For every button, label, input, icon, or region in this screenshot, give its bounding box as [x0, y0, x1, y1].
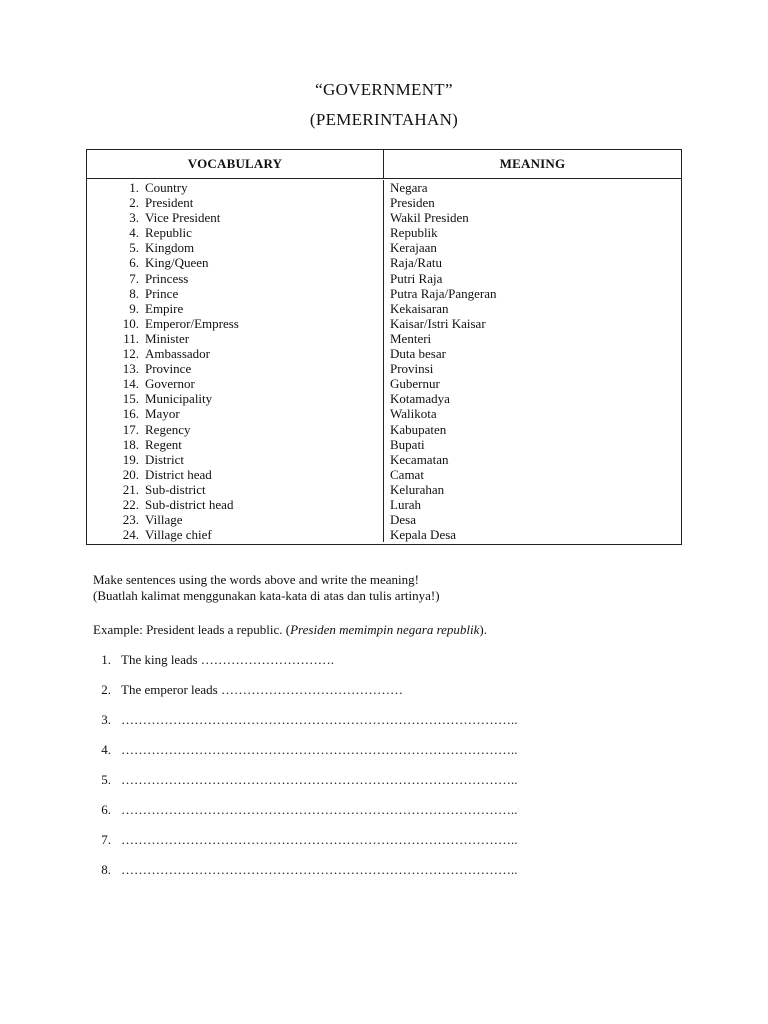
vocabulary-word: Kingdom	[145, 240, 195, 256]
exercise-text: ………………………………………………………………………………..	[121, 712, 518, 727]
meaning-cell: Raja/Ratu	[390, 255, 442, 271]
exercise-line	[93, 802, 518, 818]
meaning-cell: Duta besar	[390, 346, 446, 362]
meaning-cell: Putra Raja/Pangeran	[390, 285, 497, 301]
meaning-cell: Walikota	[390, 406, 437, 422]
table-row	[115, 331, 383, 346]
table-row	[115, 210, 383, 225]
exercise-number: 6.	[101, 802, 111, 817]
header-vocabulary: VOCABULARY	[87, 150, 384, 178]
meaning-cell: Gubernur	[390, 376, 440, 392]
row-number: 21.	[122, 481, 139, 497]
row-number: 15.	[122, 391, 139, 407]
table-row	[115, 422, 383, 437]
row-number: 24.	[122, 527, 139, 543]
table-row	[115, 406, 383, 421]
table-row	[115, 497, 383, 512]
exercise-line	[93, 652, 334, 668]
table-row	[115, 482, 383, 497]
row-number: 7.	[129, 270, 139, 286]
vocabulary-word: Sub-district head	[145, 496, 234, 512]
vocabulary-word: Province	[145, 361, 192, 377]
table-row	[115, 346, 383, 361]
example-suffix: ).	[479, 622, 488, 637]
exercise-text: ………………………………………………………………………………..	[121, 802, 518, 817]
exercise-number: 5.	[101, 772, 111, 787]
exercise-number: 3.	[101, 712, 111, 727]
table-body	[87, 179, 681, 544]
exercise-line	[93, 682, 403, 698]
table-row	[115, 180, 383, 195]
vocabulary-word: Municipality	[145, 391, 213, 407]
table-row	[115, 195, 383, 210]
row-number: 2.	[129, 195, 139, 211]
meaning-cell: Lurah	[390, 496, 422, 512]
row-number: 14.	[122, 376, 139, 392]
vocabulary-word: Prince	[145, 285, 179, 301]
exercise-text: The king leads ………………………….	[121, 652, 335, 667]
vocabulary-word: District head	[145, 466, 212, 482]
meaning-cell: Provinsi	[390, 361, 434, 377]
row-number: 19.	[122, 451, 139, 467]
instruction-english: Make sentences using the words above and write the meaning!	[93, 572, 419, 587]
row-number: 13.	[122, 361, 139, 377]
table-row	[115, 286, 383, 301]
meaning-cell: Negara	[390, 180, 428, 195]
exercise-number: 1.	[101, 652, 111, 667]
row-number: 1.	[129, 180, 139, 195]
exercise-text: ………………………………………………………………………………..	[121, 832, 518, 847]
row-number: 22.	[122, 496, 139, 512]
meaning-cell: Kabupaten	[390, 421, 447, 437]
vocabulary-word: Minister	[145, 330, 190, 346]
table-row	[115, 527, 383, 542]
row-number: 9.	[129, 300, 139, 316]
exercise-text: ………………………………………………………………………………..	[121, 772, 518, 787]
table-row	[115, 452, 383, 467]
meaning-cell: Bupati	[390, 436, 425, 452]
vocabulary-column	[87, 180, 384, 542]
table-row	[115, 255, 383, 270]
vocabulary-word: Sub-district	[145, 481, 206, 497]
meaning-cell: Kecamatan	[390, 451, 449, 467]
exercise-line	[93, 742, 518, 758]
exercise-text: ………………………………………………………………………………..	[121, 742, 518, 757]
table-row	[115, 512, 383, 527]
vocabulary-word: Country	[145, 180, 188, 195]
table-row	[115, 316, 383, 331]
title-pemerintahan: (PEMERINTAHAN)	[309, 110, 459, 129]
vocabulary-word: District	[145, 451, 184, 467]
meaning-cell: Kaisar/Istri Kaisar	[390, 315, 486, 331]
table-row	[115, 271, 383, 286]
row-number: 6.	[129, 255, 139, 271]
header-meaning: MEANING	[499, 156, 566, 171]
table-row	[115, 240, 383, 255]
meaning-cell: Camat	[390, 466, 424, 482]
row-number: 4.	[129, 225, 139, 241]
vocabulary-word: Emperor/Empress	[145, 315, 239, 331]
example-translation: Presiden memimpin negara republik	[290, 622, 480, 637]
exercise-number: 8.	[101, 862, 111, 877]
table-header	[87, 150, 681, 179]
table-row	[115, 437, 383, 452]
vocabulary-word: Ambassador	[145, 346, 210, 362]
table-row	[115, 467, 383, 482]
exercise-number: 2.	[101, 682, 111, 697]
exercise-line	[93, 772, 518, 788]
meaning-cell: Kekaisaran	[390, 300, 449, 316]
vocabulary-word: Mayor	[145, 406, 180, 422]
meaning-cell: Kerajaan	[390, 240, 437, 256]
exercise-number: 7.	[101, 832, 111, 847]
example-prefix: Example: President leads a republic. (	[93, 622, 291, 637]
vocabulary-word: Republic	[145, 225, 192, 241]
meaning-cell: Wakil Presiden	[390, 210, 469, 226]
meaning-cell: Kepala Desa	[390, 527, 457, 543]
row-number: 17.	[122, 421, 139, 437]
row-number: 16.	[122, 406, 139, 422]
row-number: 10.	[122, 315, 139, 331]
exercise-number: 4.	[101, 742, 111, 757]
meaning-column	[384, 180, 681, 542]
row-number: 11.	[123, 330, 139, 346]
meaning-cell: Putri Raja	[390, 270, 443, 286]
vocabulary-word: Regent	[145, 436, 182, 452]
vocabulary-word: Vice President	[145, 210, 221, 226]
meaning-cell: Menteri	[390, 330, 432, 346]
meaning-cell: Kelurahan	[390, 481, 445, 497]
vocabulary-word: Village chief	[145, 527, 212, 543]
meaning-cell: Kotamadya	[390, 391, 450, 407]
row-number: 23.	[122, 512, 139, 528]
meaning-cell: Republik	[390, 225, 438, 241]
row-number: 20.	[122, 466, 139, 482]
vocabulary-word: Village	[145, 512, 183, 528]
vocabulary-word: Empire	[145, 300, 184, 316]
vocabulary-word: King/Queen	[145, 255, 209, 271]
vocabulary-table	[86, 149, 682, 545]
row-number: 3.	[129, 210, 139, 226]
row-number: 12.	[122, 346, 139, 362]
meaning-cell: Desa	[390, 512, 416, 528]
exercise-line	[93, 712, 518, 728]
vocabulary-word: Princess	[145, 270, 189, 286]
table-row	[115, 301, 383, 316]
instruction-indonesian: (Buatlah kalimat menggunakan kata-kata di atas dan tulis artinya!)	[93, 588, 440, 603]
exercise-line	[93, 862, 518, 878]
table-row	[115, 361, 383, 376]
table-row	[115, 225, 383, 240]
title-government: “GOVERNMENT”	[315, 80, 453, 99]
exercise-line	[93, 832, 518, 848]
row-number: 5.	[129, 240, 139, 256]
vocabulary-word: President	[145, 195, 194, 211]
row-number: 8.	[129, 285, 139, 301]
example-sentence	[93, 622, 487, 638]
table-row	[115, 376, 383, 391]
table-row	[115, 391, 383, 406]
exercise-text: ………………………………………………………………………………..	[121, 862, 518, 877]
meaning-cell: Presiden	[390, 195, 435, 211]
row-number: 18.	[122, 436, 139, 452]
vocabulary-word: Regency	[145, 421, 191, 437]
vocabulary-word: Governor	[145, 376, 195, 392]
exercise-text: The emperor leads ……………………………………	[121, 682, 403, 697]
